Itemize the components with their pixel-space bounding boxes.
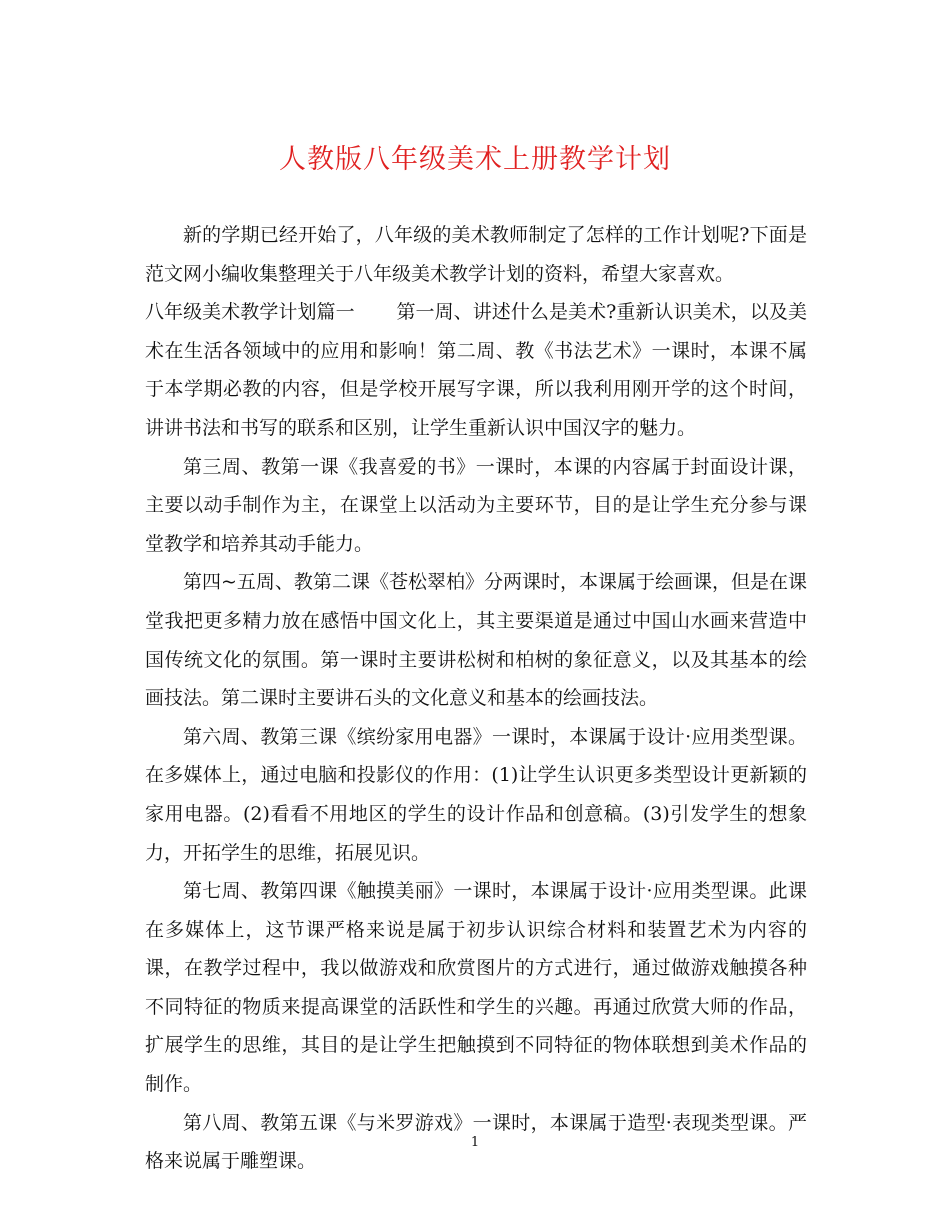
- paragraph-intro: 新的学期已经开始了，八年级的美术教师制定了怎样的工作计划呢?下面是范文网小编收集整理关于八年级美术教学计划的资料，希望大家喜欢。: [145, 224, 807, 285]
- paragraph-week-1-2: 第一周、讲述什么是美术?重新认识美术，以及美术在生活各领域中的应用和影响！第二周、教《书法艺术》一课时，本课不属于本学期必教的内容，但是学校开展写字课，所以我利用刚开学的这个时间，讲讲书法和书写的联系和区别，让学生重新认识中国汉字的魅力。: [145, 301, 807, 439]
- paragraph-week-7: 第七周、教第四课《触摸美丽》一课时，本课属于设计·应用类型课。此课在多媒体上，这节课严格来说是属于初步认识综合材料和装置艺术为内容的课，在教学过程中，我以做游戏和欣赏图片的方式进行，通过做游戏触摸各种不同特征的物质来提高课堂的活跃性和学生的兴趣。再通过欣赏大师的作品，扩展学生的思维，其目的是让学生把触摸到不同特征的物体联想到美术作品的制作。: [145, 880, 807, 1096]
- paragraph-section-one: [145, 293, 807, 447]
- document-title: 人教版八年级美术上册教学计划: [279, 144, 671, 175]
- paragraph-week-6: 第六周、教第三课《缤纷家用电器》一课时，本课属于设计·应用类型课。在多媒体上，通过电脑和投影仪的作用：(1)让学生认识更多类型设计更新颖的家用电器。(2)看看不用地区的学生的设计作品和创意稿。(3)引发学生的想象力，开拓学生的思维，拓展见识。: [145, 725, 807, 864]
- paragraph-week-8: 第八周、教第五课《与米罗游戏》一课时，本课属于造型·表现类型课。严格来说属于雕塑课。: [145, 1111, 807, 1173]
- page-number: 1: [470, 1135, 480, 1150]
- paragraph-week-4-5: 第四~五周、教第二课《苍松翠柏》分两课时，本课属于绘画课，但是在课堂我把更多精力放在感悟中国文化上，其主要渠道是通过中国山水画来营造中国传统文化的氛围。第一课时主要讲松树和柏树的象征意义，以及其基本的绘画技法。第二课时主要讲石头的文化意义和基本的绘画技法。: [145, 571, 807, 710]
- paragraph-week-3: 第三周、教第一课《我喜爱的书》一课时，本课的内容属于封面设计课，主要以动手制作为主，在课堂上以活动为主要环节，目的是让学生充分参与课堂教学和培养其动手能力。: [145, 455, 807, 555]
- section-heading: 八年级美术教学计划篇一: [145, 301, 355, 324]
- document-body: [145, 216, 807, 1181]
